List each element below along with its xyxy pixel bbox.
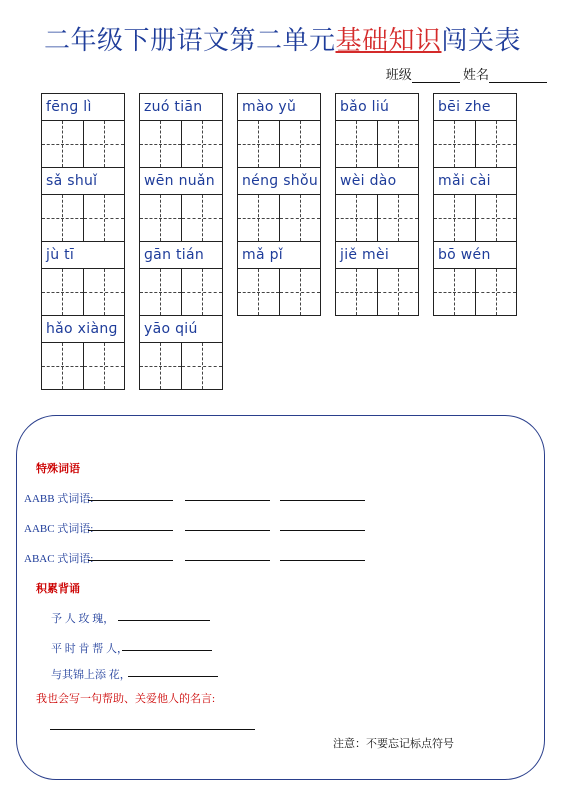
recitation-blank-1[interactable]	[118, 620, 210, 621]
writing-grid[interactable]	[434, 120, 516, 167]
pinyin-card	[139, 93, 223, 168]
title-suffix: 闯关表	[441, 26, 522, 55]
class-label: 班级	[385, 67, 412, 82]
pinyin-card	[41, 315, 125, 390]
punctuation-note: 注意：不要忘记标点符号	[333, 738, 454, 750]
title-highlight: 基础知识	[335, 26, 442, 55]
pinyin-text: nénɡ shǒu	[242, 173, 319, 189]
pinyin-text: bǎo liú	[340, 99, 390, 115]
writing-grid[interactable]	[140, 342, 222, 389]
pinyin-text: wēn nuǎn	[144, 173, 215, 189]
aabb-blank-3[interactable]	[280, 500, 365, 501]
pinyin-card	[139, 167, 223, 242]
class-field[interactable]	[412, 68, 460, 83]
pinyin-card	[237, 167, 321, 242]
recitation-blank-2[interactable]	[122, 650, 212, 651]
writing-grid[interactable]	[336, 120, 418, 167]
recitation-line-2: 平 时 肯 帮 人，	[51, 643, 128, 655]
aabb-blank-1[interactable]	[88, 500, 173, 501]
title-prefix: 二年级下册语文第二单元	[43, 26, 336, 55]
pinyin-text: bēi zhe	[438, 99, 491, 115]
pinyin-text: jù tī	[46, 247, 75, 263]
pinyin-text: zuó tiān	[144, 99, 203, 115]
writing-grid[interactable]	[140, 268, 222, 315]
writing-grid[interactable]	[434, 194, 516, 241]
aabc-blank-1[interactable]	[88, 530, 173, 531]
writing-grid[interactable]	[42, 194, 124, 241]
pinyin-text: hǎo xiànɡ	[46, 321, 118, 337]
pinyin-text: bō wén	[438, 247, 491, 263]
pinyin-card	[237, 241, 321, 316]
writing-grid[interactable]	[42, 120, 124, 167]
writing-grid[interactable]	[238, 120, 320, 167]
pinyin-text: wèi dào	[340, 173, 397, 189]
recitation-line-1: 予 人 玫 瑰，	[51, 613, 115, 625]
writing-grid[interactable]	[238, 194, 320, 241]
abac-blank-3[interactable]	[280, 560, 365, 561]
special-words-title: 特殊词语	[36, 463, 80, 475]
pinyin-card	[335, 167, 419, 242]
aabb-label: AABB 式词语:	[24, 493, 94, 505]
aabc-label: AABC 式词语:	[24, 523, 94, 535]
writing-grid[interactable]	[336, 268, 418, 315]
abac-label: ABAC 式词语:	[24, 553, 94, 565]
name-label: 姓名	[462, 67, 489, 82]
pinyin-card	[335, 241, 419, 316]
pinyin-text: fēnɡ lì	[46, 99, 92, 115]
aabc-blank-3[interactable]	[280, 530, 365, 531]
recitation-blank-3[interactable]	[128, 676, 218, 677]
pinyin-text: yāo qiú	[144, 321, 198, 337]
recitation-title: 积累背诵	[36, 583, 80, 595]
pinyin-text: sǎ shuǐ	[46, 173, 98, 189]
pinyin-card	[41, 93, 125, 168]
student-info	[386, 64, 547, 83]
writing-grid[interactable]	[42, 268, 124, 315]
aabb-blank-2[interactable]	[185, 500, 270, 501]
recitation-line-3: 与其锦上添 花，	[51, 669, 131, 681]
writing-grid[interactable]	[336, 194, 418, 241]
page-title	[0, 20, 565, 57]
exercise-box	[16, 415, 545, 780]
writing-grid[interactable]	[434, 268, 516, 315]
pinyin-text: mǎi cài	[438, 173, 491, 189]
quote-blank[interactable]	[50, 729, 255, 730]
writing-grid[interactable]	[140, 194, 222, 241]
pinyin-card	[335, 93, 419, 168]
name-field[interactable]	[489, 68, 547, 83]
pinyin-card	[41, 241, 125, 316]
pinyin-text: mào yǔ	[242, 99, 297, 115]
pinyin-card	[139, 241, 223, 316]
pinyin-text: jiě mèi	[340, 247, 390, 263]
pinyin-card	[433, 93, 517, 168]
abac-blank-1[interactable]	[88, 560, 173, 561]
pinyin-text: mǎ pǐ	[242, 247, 283, 263]
abac-blank-2[interactable]	[185, 560, 270, 561]
pinyin-card	[139, 315, 223, 390]
writing-grid[interactable]	[42, 342, 124, 389]
pinyin-card	[433, 167, 517, 242]
pinyin-card	[41, 167, 125, 242]
pinyin-card	[433, 241, 517, 316]
quote-prompt: 我也会写一句帮助、关爱他人的名言:	[36, 693, 216, 705]
aabc-blank-2[interactable]	[185, 530, 270, 531]
pinyin-card	[237, 93, 321, 168]
writing-grid[interactable]	[140, 120, 222, 167]
pinyin-text: ɡān tián	[144, 247, 205, 263]
writing-grid[interactable]	[238, 268, 320, 315]
